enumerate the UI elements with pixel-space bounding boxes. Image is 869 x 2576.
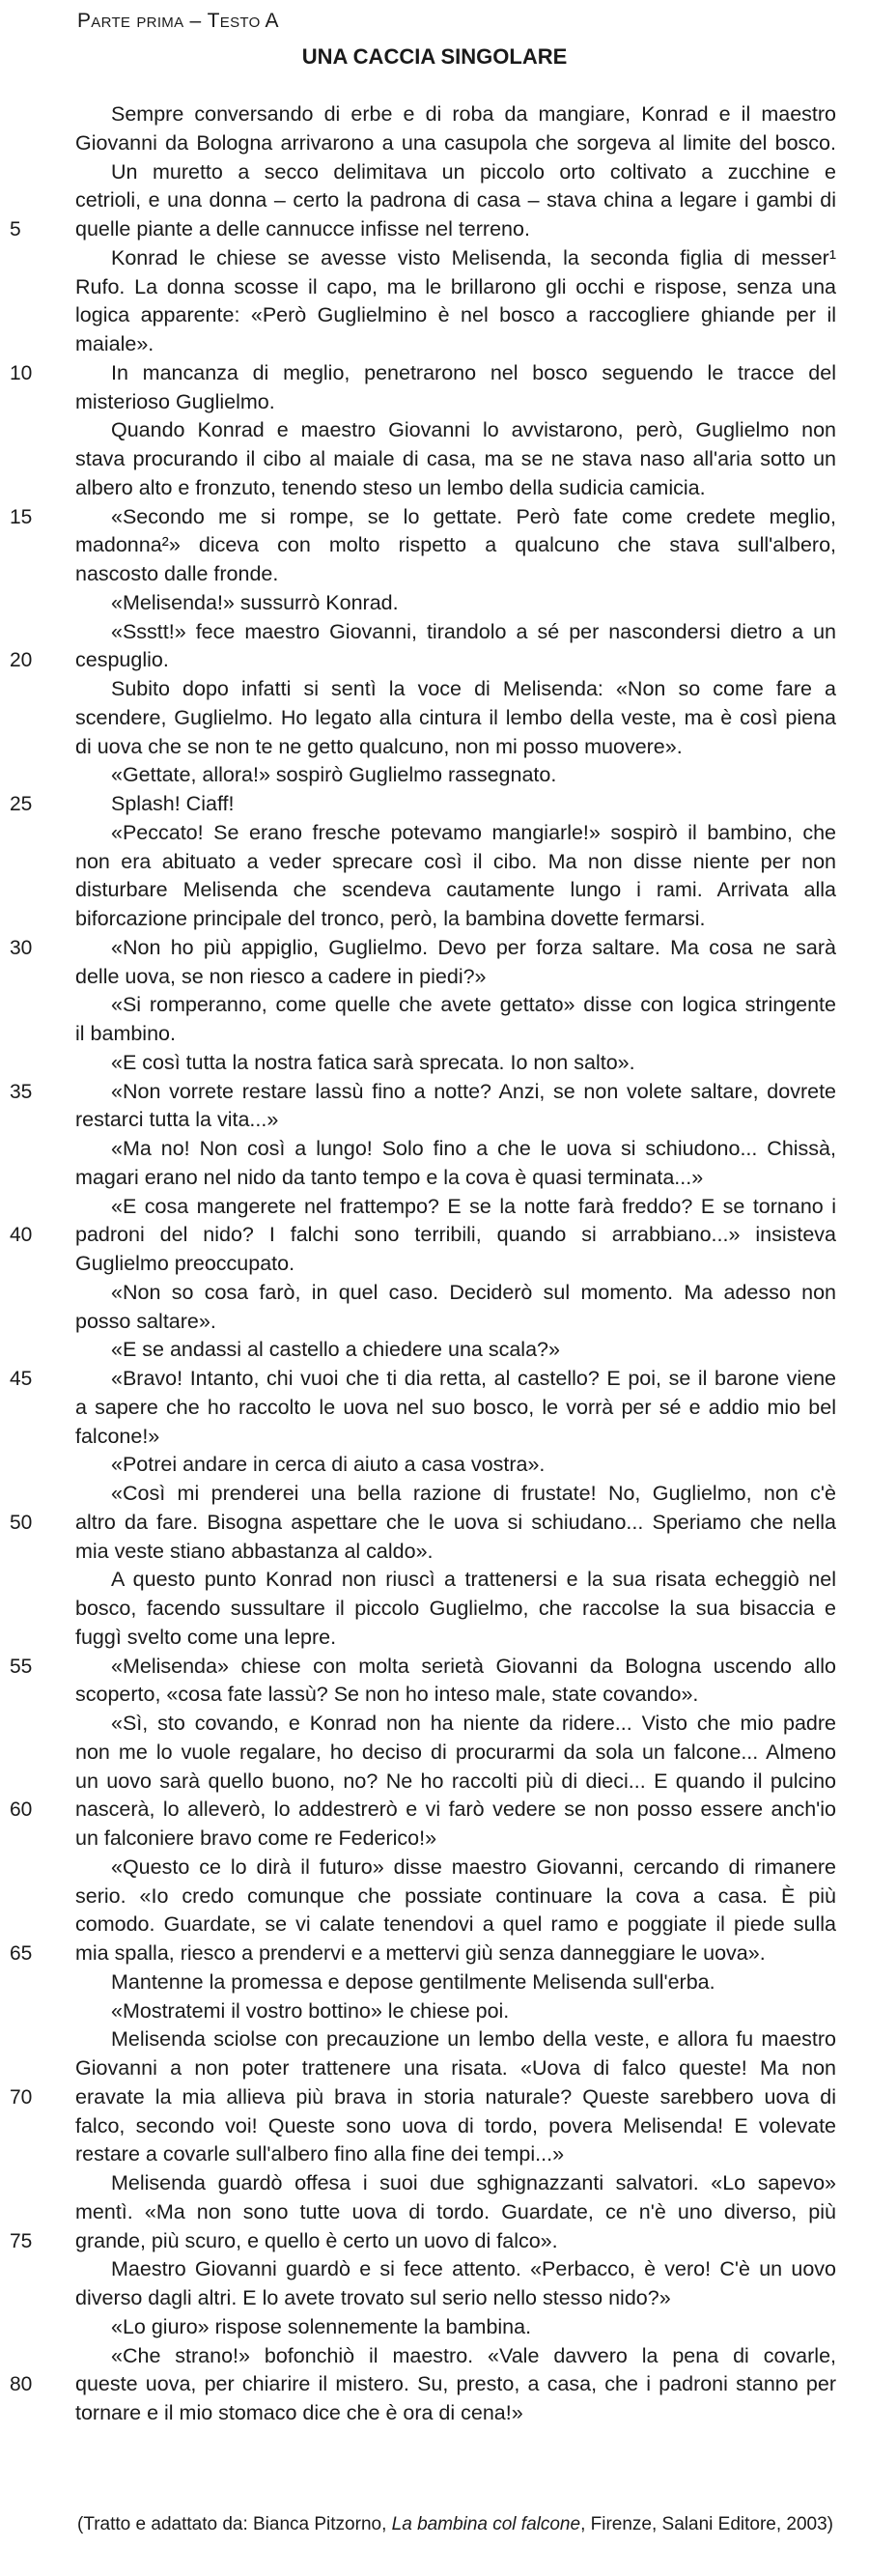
text-line xyxy=(75,2255,836,2284)
line-text: disturbare Melisenda che scendeva cautamente lungo i rami. Arrivata alla xyxy=(75,878,836,902)
line-text: Subito dopo infatti si sentì la voce di Melisenda: «Non so come fare a xyxy=(111,677,836,700)
line-text: un uovo sarà quello buono, no? Ne ho raccolti più di dieci... E quando il pulcino xyxy=(75,1769,836,1793)
text-line xyxy=(75,2198,836,2227)
line-text: cetrioli, e una donna – certo la padrona di casa – stava china a legare i gambi di xyxy=(75,188,836,212)
text-line xyxy=(75,876,836,905)
line-text: un falconiere bravo come re Federico!» xyxy=(75,1826,437,1850)
line-text: mentì. «Ma non sono tutte uova di tordo. Guardate, ce n'è uno diverso, più xyxy=(75,2199,836,2223)
text-line xyxy=(10,1509,836,1538)
text-line xyxy=(75,2342,836,2371)
text-line xyxy=(75,905,836,934)
text-line xyxy=(75,1480,836,1509)
text-line xyxy=(75,2284,836,2313)
citation-book-title: La bambina col falcone xyxy=(391,2514,581,2534)
line-number: 50 xyxy=(10,1511,33,1534)
text-line xyxy=(75,531,836,560)
text-line xyxy=(10,215,836,244)
text-line xyxy=(75,2025,836,2054)
line-text: Mantenne la promessa e depose gentilmente Melisenda sull'erba. xyxy=(111,1969,715,1994)
line-number: 60 xyxy=(10,1798,33,1822)
text-line xyxy=(75,1106,836,1135)
line-text: falcone!» xyxy=(75,1424,160,1448)
text-line xyxy=(75,1250,836,1279)
text-line xyxy=(75,129,836,158)
text-line xyxy=(75,330,836,359)
citation-prefix: (Tratto e adattato da: Bianca Pitzorno, xyxy=(77,2514,392,2534)
text-line xyxy=(10,1221,836,1250)
text-line xyxy=(75,1566,836,1595)
text-line xyxy=(75,1681,836,1710)
text-line xyxy=(75,675,836,704)
line-text: tornare e il mio stomaco dice che è ora di cena!» xyxy=(75,2401,523,2424)
line-text: «Bravo! Intanto, chi vuoi che ti dia retta, al castello? E poi, se il barone viene xyxy=(111,1367,836,1390)
text-line xyxy=(10,646,836,675)
text-line xyxy=(75,1710,836,1739)
text-line xyxy=(75,1739,836,1768)
line-text: In mancanza di meglio, penetrarono nel bosco seguendo le tracce del xyxy=(111,360,836,384)
text-line xyxy=(10,1939,836,1968)
text-line xyxy=(75,416,836,445)
line-text: restare a covarle sull'albero fino alla fine dei tempi...» xyxy=(75,2142,565,2166)
line-text: Un muretto a secco delimitava un piccolo orto coltivato a zucchine e xyxy=(111,159,836,184)
text-line xyxy=(75,2313,836,2342)
line-text: eravate la mia allieva più brava in storia naturale? Queste sarebbero uova di xyxy=(75,2084,836,2109)
text-line xyxy=(75,445,836,474)
line-text: scendere, Guglielmo. Ho legato alla cintura il lembo della veste, ma è così piena xyxy=(75,705,836,729)
line-text: «E se andassi al castello a chiedere una scala?» xyxy=(111,1338,560,1362)
line-text: «Melisenda» chiese con molta serietà Giovanni da Bologna uscendo allo xyxy=(111,1654,836,1678)
text-line xyxy=(10,359,836,388)
text-line xyxy=(10,790,836,819)
line-text: magari erano nel nido da tanto tempo e la cova è quasi terminata...» xyxy=(75,1165,704,1189)
line-number: 35 xyxy=(10,1080,33,1103)
line-text: Giovanni a non poter trattenere una risata. «Uova di falco queste! Ma non xyxy=(75,2056,836,2080)
text-line xyxy=(75,1164,836,1193)
text-line xyxy=(75,474,836,503)
text-line xyxy=(75,388,836,417)
line-text: «Potrei andare in cerca di aiuto a casa vostra». xyxy=(111,1453,546,1477)
text-line xyxy=(75,704,836,733)
text-line xyxy=(75,1193,836,1222)
line-text: restarci tutta la vita...» xyxy=(75,1108,279,1132)
text-line xyxy=(75,1825,836,1854)
line-text: padroni del nido? I falchi sono terribili, quando si arrabbiano...» insisteva xyxy=(75,1223,836,1247)
text-line xyxy=(75,761,836,790)
line-text: «Si romperanno, come quelle che avete gettato» disse con logica stringente xyxy=(111,993,836,1017)
text-line xyxy=(75,1394,836,1423)
line-text: Rufo. La donna scosse il capo, ma le brillarono gli occhi e rispose, senza una xyxy=(75,274,836,298)
line-text: serio. «Io credo comunque che possiate continuare la cova a casa. È più xyxy=(75,1883,836,1908)
line-text: Sempre conversando di erbe e di roba da mangiare, Konrad e il maestro xyxy=(111,102,836,126)
text-line xyxy=(75,1135,836,1164)
line-number: 65 xyxy=(10,1942,33,1965)
citation-suffix: , Firenze, Salani Editore, 2003) xyxy=(580,2514,833,2534)
line-text: «Melisenda!» sussurrò Konrad. xyxy=(111,590,399,614)
line-text: mia spalla, riesco a prendervi e a mettervi giù senza danneggiare le uova». xyxy=(75,1941,766,1965)
line-text: «Non ho più appiglio, Guglielmo. Devo per forza saltare. Ma cosa ne sarà xyxy=(111,935,836,959)
text-line xyxy=(75,991,836,1020)
text-line xyxy=(10,1365,836,1394)
line-text: Melisenda guardò offesa i suoi due sghignazzanti salvatori. «Lo sapevo» xyxy=(111,2171,836,2194)
line-text: «Ssstt!» fece maestro Giovanni, tirandolo a sé per nascondersi dietro a un xyxy=(111,619,836,643)
text-line xyxy=(75,1997,836,2026)
text-line xyxy=(75,2140,836,2169)
text-line xyxy=(75,2112,836,2141)
text-line xyxy=(75,1308,836,1337)
line-text: «Che strano!» bofonchiò il maestro. «Vale davvero la pena di covarle, xyxy=(111,2343,836,2367)
line-text: nascerà, lo alleverò, lo addestrerò e vi farò vedere se non posso essere anch'io xyxy=(75,1798,836,1822)
line-text: a sapere che ho raccolto le uova nel suo bosco, le vorrà per sé e addio mio bel xyxy=(75,1395,836,1419)
line-text: comodo. Guardate, se vi calate tenendovi a quel ramo e poggiate il piede sulla xyxy=(75,1912,836,1937)
text-line xyxy=(10,1078,836,1107)
line-number: 20 xyxy=(10,649,33,672)
line-text: «Gettate, allora!» sospirò Guglielmo rassegnato. xyxy=(111,763,557,787)
text-line xyxy=(75,1768,836,1797)
line-text: Guglielmo preoccupato. xyxy=(75,1252,295,1275)
line-text: quelle piante a delle cannucce infisse nel terreno. xyxy=(75,217,530,241)
text-line xyxy=(75,560,836,589)
text-line xyxy=(75,963,836,992)
line-text: maiale». xyxy=(75,332,154,355)
line-text: Splash! Ciaff! xyxy=(111,792,235,815)
text-line xyxy=(75,100,836,129)
text-line xyxy=(10,503,836,532)
line-text: queste uova, per chiarire il mistero. Su, presto, a casa, che i padroni stanno per xyxy=(75,2372,836,2396)
line-number: 80 xyxy=(10,2373,33,2396)
line-text: «Ma no! Non così a lungo! Solo fino a che le uova si schiudono... Chissà, xyxy=(111,1137,836,1160)
text-line xyxy=(75,273,836,302)
line-text: delle uova, se non riesco a cadere in piedi?» xyxy=(75,964,487,988)
text-line xyxy=(10,934,836,963)
line-text: falco, secondo voi! Queste sono uova di tordo, povera Melisenda! E volevate xyxy=(75,2113,836,2137)
line-text: altro da fare. Bisogna aspettare che le uova si schiudano... Speriamo che nella xyxy=(75,1510,836,1534)
text-line xyxy=(10,1796,836,1825)
line-text: «Questo ce lo dirà il futuro» disse maestro Giovanni, cercando di rimanere xyxy=(111,1854,836,1879)
line-number: 75 xyxy=(10,2229,33,2252)
section-header xyxy=(77,10,279,33)
line-text: posso saltare». xyxy=(75,1309,216,1333)
line-text: non me lo vuole regalare, ho deciso di procurarmi da sola un falcone... Almeno xyxy=(75,1740,836,1764)
text-line xyxy=(75,1336,836,1365)
line-text: A questo punto Konrad non riuscì a trattenersi e la sua risata echeggiò nel xyxy=(111,1568,836,1592)
line-text: «Lo giuro» rispose solennemente la bambina. xyxy=(111,2314,532,2338)
line-text: Quando Konrad e maestro Giovanni lo avvistarono, però, Guglielmo non xyxy=(111,418,836,442)
text-line xyxy=(75,1049,836,1078)
text-line xyxy=(75,589,836,618)
line-text: «Mostratemi il vostro bottino» le chiese poi. xyxy=(111,1998,510,2023)
line-text: «E cosa mangerete nel frattempo? E se la notte farà freddo? E se tornano i xyxy=(111,1194,836,1218)
line-text: fuggì svelto come una lepre. xyxy=(75,1625,337,1649)
line-text: «Peccato! Se erano fresche potevamo mangiarle!» sospirò il bambino, che xyxy=(111,820,836,844)
text-line xyxy=(75,1854,836,1882)
line-text: bosco, facendo sussultare il piccolo Guglielmo, che raccolse la sua bisaccia e xyxy=(75,1597,836,1620)
line-text: grande, più scuro, e quello è certo un uovo di falco». xyxy=(75,2228,558,2252)
line-text: misterioso Guglielmo. xyxy=(75,389,275,413)
line-text: Giovanni da Bologna arrivarono a una casupola che sorgeva al limite del bosco. xyxy=(75,130,836,155)
text-line xyxy=(75,819,836,848)
line-text: albero alto e fronzuto, tenendo steso un lembo della sudicia camicia. xyxy=(75,475,706,499)
line-text: mia veste stiano abbastanza al caldo». xyxy=(75,1539,434,1563)
line-text: cespuglio. xyxy=(75,648,169,672)
line-text: Melisenda sciolse con precauzione un lembo della veste, e allora fu maestro xyxy=(111,2027,836,2052)
text-line xyxy=(75,1882,836,1911)
text-line xyxy=(10,2227,836,2256)
line-text: il bambino. xyxy=(75,1022,176,1045)
line-text: diverso dagli altri. E lo avete trovato sul serio nello stesso nido?» xyxy=(75,2286,671,2309)
text-line xyxy=(75,1279,836,1308)
text-line xyxy=(75,2169,836,2198)
line-text: «Secondo me si rompe, se lo gettate. Però fate come credete meglio, xyxy=(111,504,836,528)
text-line xyxy=(75,1624,836,1653)
line-text: scoperto, «cosa fate lassù? Se non ho inteso male, state covando». xyxy=(75,1683,699,1707)
text-line xyxy=(75,618,836,647)
header-separator: – xyxy=(183,10,208,32)
text-line xyxy=(10,2370,836,2399)
text-label: Testo A xyxy=(207,10,279,32)
text-line xyxy=(75,1020,836,1049)
line-text: nascosto dalle fronde. xyxy=(75,562,279,585)
line-text: madonna²» diceva con molto rispetto a qualcuno che stava sull'albero, xyxy=(75,533,836,557)
line-number: 25 xyxy=(10,793,33,815)
line-text: «Non vorrete restare lassù fino a notte? Anzi, se non volete saltare, dovrete xyxy=(111,1079,836,1103)
text-line xyxy=(75,186,836,215)
text-line xyxy=(75,1968,836,1997)
text-line xyxy=(75,1451,836,1480)
text-line xyxy=(75,1538,836,1567)
line-text: «Così mi prenderei una bella razione di frustate! No, Guglielmo, non c'è xyxy=(111,1482,836,1505)
line-text: Maestro Giovanni guardò e si fece attento. «Perbacco, è vero! C'è un uovo xyxy=(111,2257,836,2281)
document-title: UNA CACCIA SINGOLARE xyxy=(301,44,568,69)
part-label: Parte prima xyxy=(77,10,184,32)
line-text: stava procurando il cibo al maiale di casa, ma se ne stava naso all'aria sotto un xyxy=(75,447,836,470)
text-line xyxy=(75,2399,836,2428)
text-line xyxy=(75,301,836,330)
text-line xyxy=(75,2054,836,2083)
line-text: «E così tutta la nostra fatica sarà sprecata. Io non salto». xyxy=(111,1050,635,1074)
line-number: 15 xyxy=(10,505,33,528)
line-text: non era abituato a veder sprecare così il cibo. Ma non disse niente per non xyxy=(75,849,836,873)
text-line xyxy=(75,244,836,273)
line-number: 5 xyxy=(10,218,21,241)
line-text: Konrad le chiese se avesse visto Melisenda, la seconda figlia di messer¹ xyxy=(111,245,836,269)
line-number: 40 xyxy=(10,1224,33,1247)
line-text: logica apparente: «Però Guglielmino è nel bosco a raccogliere ghiande per il xyxy=(75,303,836,327)
line-text: biforcazione principale del tronco, però, la bambina dovette fermarsi. xyxy=(75,907,706,930)
text-line xyxy=(75,733,836,762)
text-line xyxy=(75,158,836,187)
text-line xyxy=(10,2083,836,2112)
line-number: 30 xyxy=(10,936,33,959)
line-number: 45 xyxy=(10,1368,33,1390)
line-text: di uova che se non te ne getto qualcuno, non mi posso muovere». xyxy=(75,734,683,758)
text-line xyxy=(10,1653,836,1682)
text-line xyxy=(75,1911,836,1939)
text-line xyxy=(75,1423,836,1452)
story-body xyxy=(10,100,836,2428)
line-text: «Sì, sto covando, e Konrad non ha niente da ridere... Visto che mio padre xyxy=(111,1712,836,1735)
source-citation xyxy=(77,2514,833,2535)
line-number: 55 xyxy=(10,1655,33,1678)
text-line xyxy=(75,1595,836,1624)
line-number: 70 xyxy=(10,2085,33,2109)
line-text: «Non so cosa farò, in quel caso. Deciderò sul momento. Ma adesso non xyxy=(111,1280,836,1304)
text-line xyxy=(75,848,836,877)
line-number: 10 xyxy=(10,361,33,384)
